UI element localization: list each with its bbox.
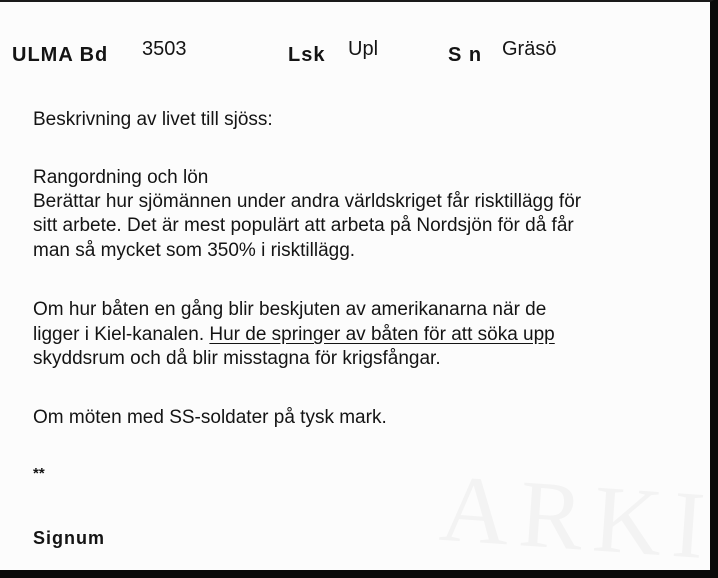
province-label: Lsk bbox=[288, 44, 326, 66]
section1-line: sitt arbete. Det är mest populärt att arbeta på Nordsjön för då får bbox=[33, 215, 574, 236]
section1-line: Berättar hur sjömännen under andra världskriget får risktillägg för bbox=[33, 191, 582, 212]
intro-line: Beskrivning av livet till sjöss: bbox=[33, 109, 273, 130]
section3-line: Om möten med SS-soldater på tysk mark. bbox=[33, 407, 387, 428]
section2-plain-text: ligger i Kiel-kanalen. bbox=[33, 324, 210, 345]
section1-title: Rangordning och lön bbox=[33, 167, 209, 188]
section2-line: Om hur båten en gång blir beskjuten av amerikanarna när de bbox=[33, 299, 547, 320]
archive-number: 3503 bbox=[142, 38, 187, 60]
section1-line: man så mycket som 350% i risktillägg. bbox=[33, 240, 356, 261]
archive-watermark bbox=[437, 452, 714, 574]
signum-label: Signum bbox=[33, 528, 105, 548]
province-value: Upl bbox=[348, 38, 379, 60]
parish-label: S n bbox=[448, 44, 483, 66]
parish-value: Gräsö bbox=[502, 38, 557, 60]
section2-underlined-text: Hur de springer av båten för att söka upp bbox=[209, 324, 555, 345]
section2-line bbox=[33, 323, 555, 347]
archive-label: ULMA Bd bbox=[12, 44, 109, 66]
stars-marker: ** bbox=[33, 465, 45, 482]
section2-line: skyddsrum och då blir misstagna för krigsfångar. bbox=[33, 348, 441, 369]
